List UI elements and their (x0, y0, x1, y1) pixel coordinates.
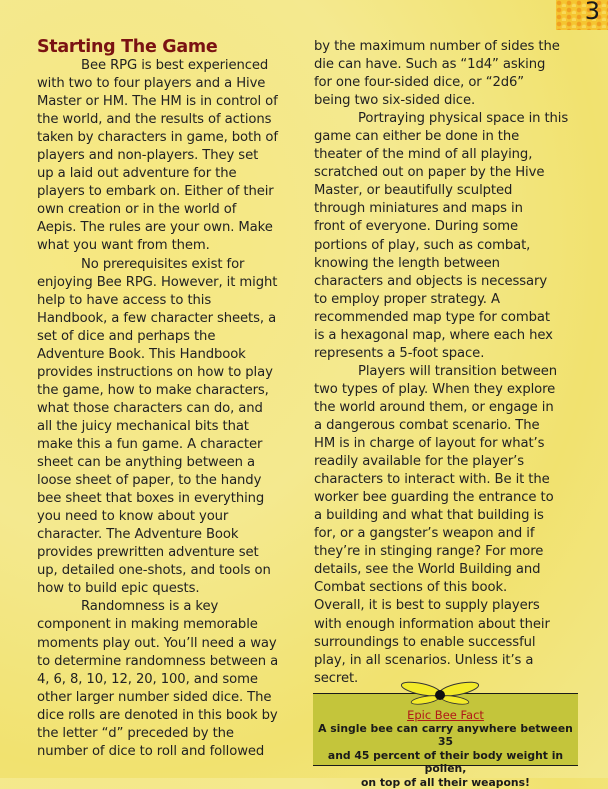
text-line: component in making memorable (37, 617, 258, 633)
text-line: moments play out. You’ll need a way (37, 635, 277, 651)
text-line: portions of play, such as combat, (314, 237, 531, 253)
text-line: scratched out on paper by the Hive (314, 165, 545, 181)
text-line: with two to four players and a Hive (37, 76, 266, 92)
text-line: for, or a gangster’s weapon and if (314, 526, 535, 542)
text-line: set of dice and perhaps the (37, 328, 216, 344)
text-line: how to build epic quests. (37, 581, 200, 597)
text-line: Players will transition between (358, 363, 558, 379)
text-line: what you want from them. (37, 238, 210, 254)
epic-bee-fact-callout (313, 680, 579, 789)
bee-fact-title: Epic Bee Fact (407, 708, 484, 722)
bee-fact-line: on top of all their weapons! (361, 775, 530, 789)
text-line: theater of the mind of all playing, (314, 147, 533, 163)
bee-fact-line: and 45 percent of their body weight in pollen, (327, 748, 564, 776)
text-line: loose sheet of paper, to the handy (37, 473, 262, 489)
right-column-text (314, 38, 586, 688)
text-line: Combat sections of this book. (314, 580, 508, 596)
text-line: No prerequisites exist for (81, 256, 245, 272)
text-line: surroundings to enable successful (314, 634, 536, 650)
text-line: what those characters can do, and (37, 400, 263, 416)
text-line: Portraying physical space in this (358, 111, 569, 127)
text-line: players and non-players. They set (37, 148, 259, 164)
text-line: all the juicy mechanical bits that (37, 418, 249, 434)
text-line: 4, 6, 8, 10, 12, 20, 100, and some (37, 671, 258, 687)
text-line: Master, or beautifully sculpted (314, 183, 513, 199)
text-line: provides instructions on how to play (37, 364, 273, 380)
text-line: sheet can be anything between a (37, 455, 255, 471)
text-line: knowing the length between (314, 255, 500, 271)
text-line: Aepis. The rules are your own. Make (37, 220, 273, 236)
text-line: two types of play. When they explore (314, 381, 556, 397)
text-line: help to have access to this (37, 292, 212, 308)
text-line: to employ proper strategy. A (314, 291, 500, 307)
text-line: being two six-sided dice. (314, 93, 476, 109)
text-line: they’re in stinging range? For more (314, 544, 544, 560)
text-line: readily available for the player’s (314, 454, 525, 470)
text-line: characters to interact with. Be it the (314, 472, 550, 488)
text-line: Randomness is a key (81, 599, 219, 615)
text-line: make this a fun game. A character (37, 436, 263, 452)
text-line: a building and what that building is (314, 508, 544, 524)
text-line: enjoying Bee RPG. However, it might (37, 274, 278, 290)
section-title: Starting The Game (37, 37, 218, 57)
text-line: the game, how to make characters, (37, 382, 269, 398)
text-line: own creation or in the world of (37, 202, 237, 218)
text-line: play, in all scenarios. Unless it’s a (314, 652, 534, 668)
left-column-text (37, 57, 303, 761)
text-line: worker bee guarding the entrance to (314, 490, 554, 506)
text-line: bee sheet that boxes in everything (37, 491, 265, 507)
page-number: 3 (584, 0, 600, 25)
text-line: recommended map type for combat (314, 309, 550, 325)
text-line: the letter “d” preceded by the (37, 725, 234, 741)
text-line: represents a 5-foot space. (314, 345, 485, 361)
bee-wings-icon (400, 680, 480, 708)
right-column (314, 38, 586, 688)
text-line: to determine randomness between a (37, 653, 279, 669)
left-column (37, 37, 303, 761)
text-line: other larger number sided dice. The (37, 689, 272, 705)
text-line: provides prewritten adventure set (37, 545, 259, 561)
text-line: by the maximum number of sides the (314, 39, 560, 54)
text-line: up a laid out adventure for the (37, 166, 237, 182)
text-line: Master or HM. The HM is in control of (37, 94, 278, 110)
text-line: with enough information about their (314, 616, 550, 632)
text-line: is a hexagonal map, where each hex (314, 327, 553, 343)
text-line: Handbook, a few character sheets, a (37, 310, 277, 326)
text-line: character. The Adventure Book (37, 527, 239, 543)
text-line: dice rolls are denoted in this book by (37, 707, 278, 723)
text-line: through miniatures and maps in (314, 201, 523, 217)
honeycomb-page-badge (556, 0, 608, 30)
text-line: Overall, it is best to supply players (314, 598, 540, 614)
bee-fact-line: A single bee can carry anywhere between 35 (318, 722, 573, 749)
text-line: up, detailed one-shots, and tools on (37, 563, 271, 579)
text-line: you need to know about your (37, 509, 229, 525)
text-line: the world, and the results of actions (37, 112, 272, 128)
text-line: secret. (314, 670, 359, 686)
text-line: a dangerous combat scenario. The (314, 417, 540, 433)
text-line: taken by characters in game, both of (37, 130, 278, 146)
text-line: number of dice to roll and followed (37, 743, 265, 759)
text-line: front of everyone. During some (314, 219, 519, 235)
text-line: players to embark on. Either of their (37, 184, 274, 200)
text-line: the world around them, or engage in (314, 399, 554, 415)
text-line: Adventure Book. This Handbook (37, 346, 246, 362)
text-line: details, see the World Building and (314, 562, 541, 578)
text-line: HM is in charge of layout for what’s (314, 436, 545, 452)
text-line: game can either be done in the (314, 129, 520, 145)
text-line: die can have. Such as “1d4” asking (314, 57, 546, 73)
text-line: characters and objects is necessary (314, 273, 548, 289)
text-line: for one four-sided dice, or “2d6” (314, 75, 525, 91)
text-line: Bee RPG is best experienced (81, 58, 269, 73)
